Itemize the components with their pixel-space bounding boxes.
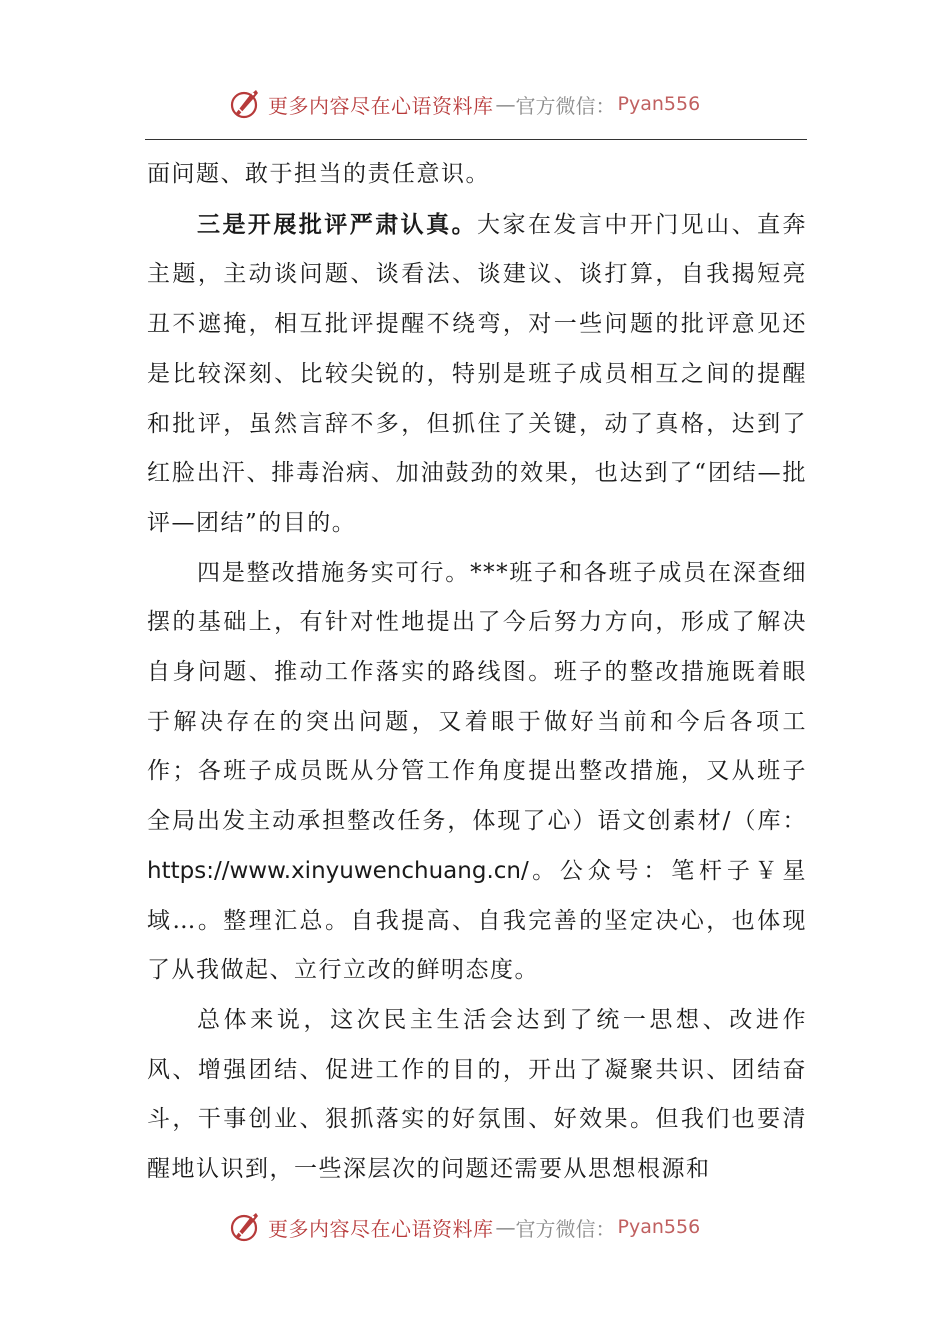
header-wechat-handle: Pyan556 (617, 93, 701, 115)
paragraph-text: 大家在发言中开门见山、直奔主题，主动谈问题、谈看法、谈建议、谈打算，自我揭短亮丑不遮掩，相互批评提醒不绕弯，对一些问题的批评意见还是比较深刻、比较尖锐的，特别是班子成员相互之间的提醒和批评，虽然言辞不多，但抓住了关键，动了真格，达到了红脸出汗、排毒治病、加油鼓劲的效果，也达到了“团结—批评—团结”的目的。 (147, 211, 808, 536)
footer-separator: — (495, 1215, 516, 1239)
header-wechat-label: 官方微信： (515, 93, 616, 118)
paragraph-text: 总体来说，这次民主生活会达到了统一思想、改进作风、增强团结、促进工作的目的，开出了凝聚共识、团结奋斗，干事创业、狠抓落实的好氛围、好效果。但我们也要清醒地认识到，一些深层次的问题还需要从思想根源和 (147, 1006, 807, 1183)
paragraph-summary (147, 996, 807, 1195)
footer-wechat-handle: Pyan556 (617, 1216, 701, 1238)
pen-nib-logo-icon (228, 86, 264, 122)
paragraph-rectification (147, 549, 807, 996)
paragraph-lead-heading: 三是开展批评严肃认真。 (197, 210, 478, 238)
header-brand-text: 更多内容尽在心语资料库 (268, 93, 494, 118)
header-divider (145, 139, 807, 140)
paragraph-text: 四是整改措施务实可行。***班子和各班子成员在深查细摆的基础上，有针对性地提出了今后努力方向，形成了解决自身问题、推动工作落实的路线图。班子的整改措施既着眼于解决存在的突出问题，又着眼于做好当前和今后各项工作；各班子成员既从分管工作角度提出整改措施，又从班子全局出发主动承担整改任务，体现了心）语文创素材/（库： (147, 559, 807, 835)
paragraph-text: 面问题、敢于担当的责任意识。 (147, 161, 490, 187)
website-url-link[interactable]: https://www.xinyuwenchuang.cn/ (147, 857, 529, 884)
pen-nib-logo-icon (228, 1209, 264, 1245)
document-body (147, 150, 807, 1195)
paragraph-text: 。公众号：笔杆子￥星域…。整理汇总。自我提高、自我完善的坚定决心，也体现了从我做起、立行立改的鲜明态度。 (147, 857, 807, 984)
paragraph-continuation (147, 150, 807, 200)
footer-brand-text: 更多内容尽在心语资料库 (268, 1216, 494, 1241)
header-banner (228, 83, 700, 125)
footer-wechat-label: 官方微信： (515, 1216, 616, 1241)
footer-banner (228, 1206, 700, 1248)
paragraph-criticism (147, 200, 807, 549)
header-separator: — (495, 92, 516, 116)
